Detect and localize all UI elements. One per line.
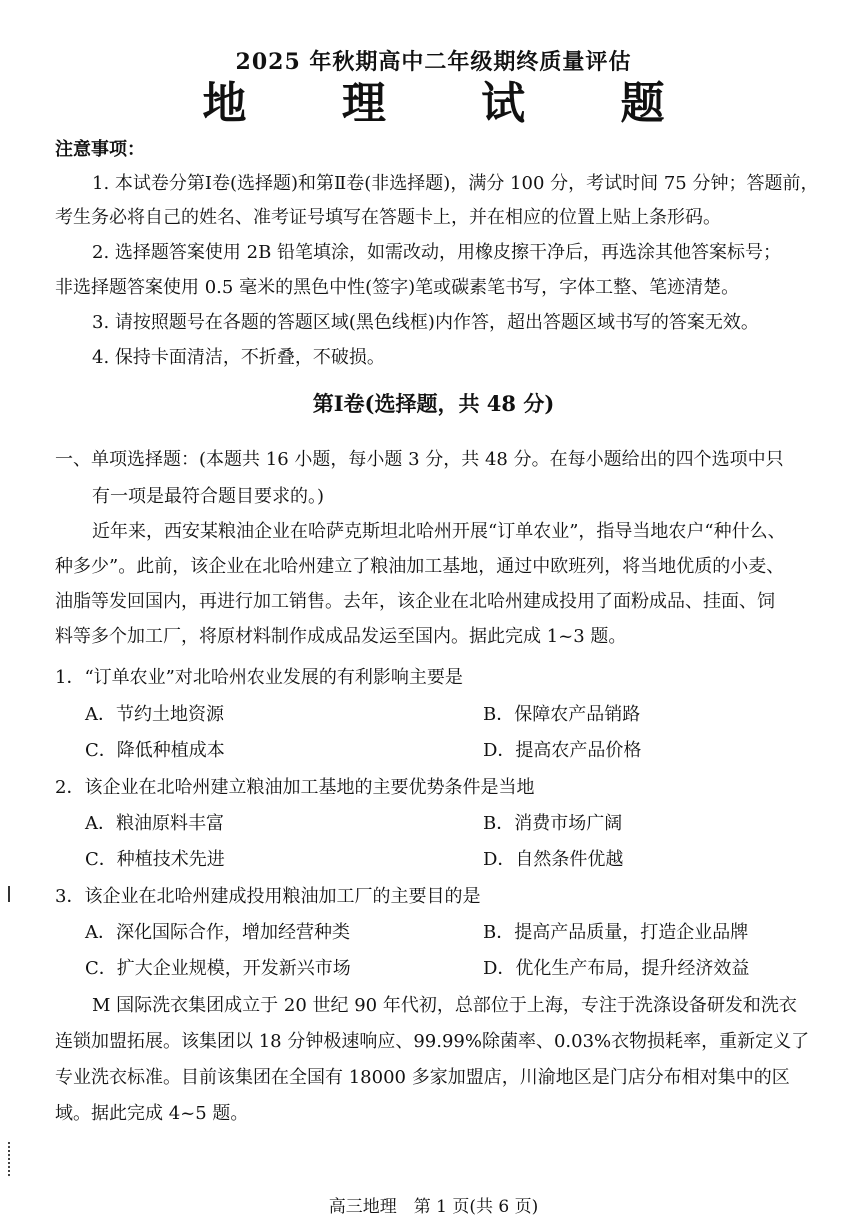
passage-line: 油脂等发回国内，再进行加工销售。去年，该企业在北哈州建成投用了面粉成品、挂面、饲 [55,591,775,612]
notice-line: 3. 请按照题号在各题的答题区域(黑色线框)内作答，超出答题区域书写的答案无效。 [92,312,759,333]
passage-line: 近年来，西安某粮油企业在哈萨克斯坦北哈州开展“订单农业”，指导当地农户“种什么、 [92,521,786,542]
section-instruction: 一、单项选择题：(本题共 16 小题，每小题 3 分，共 48 分。在每小题给出的四个选项中只 [55,449,784,470]
notice-line: 4. 保持卡面清洁，不折叠，不破损。 [92,347,385,368]
option-d: D．优化生产布局，提升经济效益 [483,958,750,979]
option-a: A．粮油原料丰富 [85,813,224,834]
question-stem: 3．该企业在北哈州建成投用粮油加工厂的主要目的是 [55,886,481,907]
section-instruction: 有一项是最符合题目要求的。) [92,486,325,507]
passage-line: 域。据此完成 4~5 题。 [55,1103,249,1124]
option-a: A．节约土地资源 [85,704,224,725]
notice-line: 非选择题答案使用 0.5 毫米的黑色中性(签字)笔或碳素笔书写，字体工整、笔迹清楚。 [55,277,740,298]
option-c: C．扩大企业规模，开发新兴市场 [85,958,351,979]
option-b: B．保障农产品销路 [483,704,641,725]
passage-line: M 国际洗衣集团成立于 20 世纪 90 年代初，总部位于上海，专注于洗涤设备研发和洗衣 [92,995,797,1016]
option-a: A．深化国际合作，增加经营种类 [85,922,350,943]
option-b: B．消费市场广阔 [483,813,623,834]
question-stem: 1．“订单农业”对北哈州农业发展的有利影响主要是 [55,667,463,688]
option-b: B．提高产品质量，打造企业品牌 [483,922,749,943]
passage-line: 专业洗衣标准。目前该集团在全国有 18000 多家加盟店，川渝地区是门店分布相对集中的区 [55,1067,790,1088]
binding-mark [8,886,10,902]
exam-title: 2025 年秋期高中二年级期终质量评估 [235,49,632,75]
passage-line: 连锁加盟拓展。该集团以 18 分钟极速响应、99.99%除菌率、0.03%衣物损耗率，重新定义了 [55,1031,810,1052]
notice-line: 2. 选择题答案使用 2B 铅笔填涂，如需改动，用橡皮擦干净后，再选涂其他答案标号； [92,242,782,263]
section-title: 第Ⅰ卷(选择题，共 48 分) [312,391,555,416]
option-c: C．种植技术先进 [85,849,225,870]
notice-line: 1. 本试卷分第Ⅰ卷(选择题)和第Ⅱ卷(非选择题)，满分 100 分，考试时间 75 分钟；答题前， [92,173,819,194]
option-c: C．降低种植成本 [85,740,225,761]
option-d: D．自然条件优越 [483,849,624,870]
page-footer: 高三地理 第 1 页(共 6 页) [328,1197,539,1217]
subject-title: 地 理 试 题 [202,78,705,129]
question-stem: 2．该企业在北哈州建立粮油加工基地的主要优势条件是当地 [55,777,535,798]
option-d: D．提高农产品价格 [483,740,642,761]
passage-line: 料等多个加工厂，将原材料制作成成品发运至国内。据此完成 1~3 题。 [55,626,627,647]
passage-line: 种多少”。此前，该企业在北哈州建立了粮油加工基地，通过中欧班列，将当地优质的小麦、 [55,556,785,577]
notice-line: 考生务必将自己的姓名、准考证号填写在答题卡上，并在相应的位置上贴上条形码。 [55,207,721,228]
binding-dotted-mark [8,1142,12,1176]
notice-heading: 注意事项： [55,139,145,160]
